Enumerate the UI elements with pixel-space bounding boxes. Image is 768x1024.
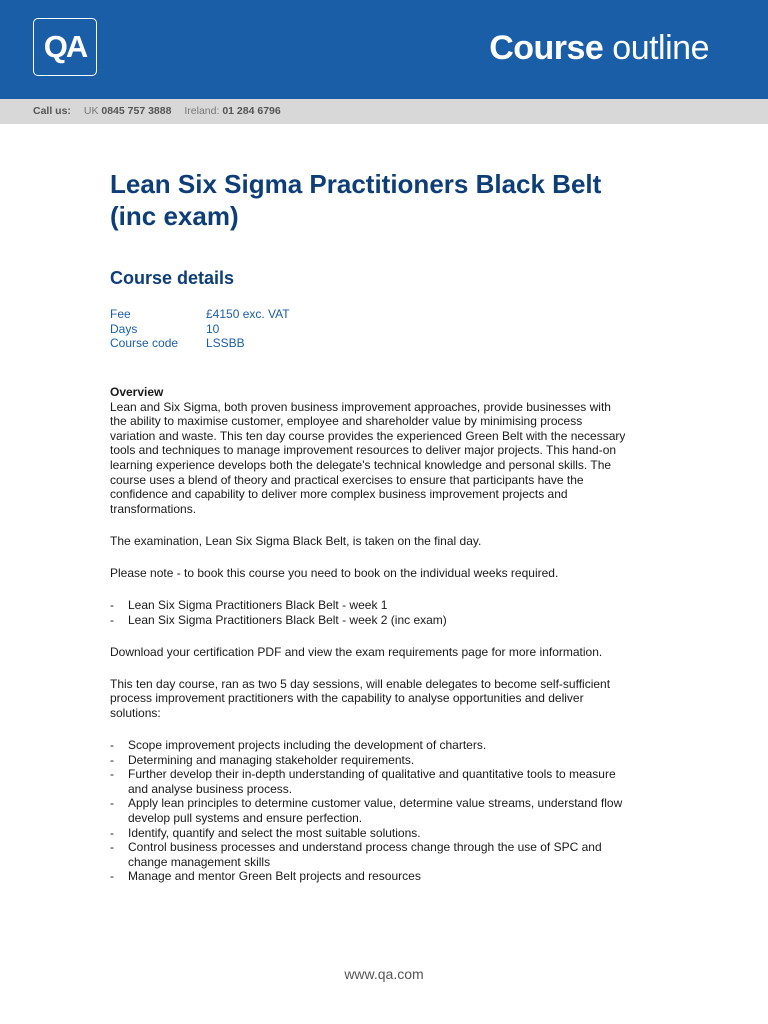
bullet-dash: - (110, 796, 114, 811)
list-item (110, 598, 630, 613)
contact-bar (0, 99, 768, 124)
list-item (110, 840, 630, 869)
outcomes-list (110, 738, 630, 884)
detail-label: Course code (110, 336, 179, 350)
qa-logo: QA (33, 18, 97, 76)
detail-value: LSSBB (206, 336, 245, 350)
course-details-heading: Course details (110, 268, 235, 288)
bullet-dash: - (110, 767, 114, 782)
booking-note: Please note - to book this course you need to book on the individual weeks required. (110, 565, 559, 580)
uk-phone-number: 0845 757 3888 (101, 105, 172, 117)
ireland-label: Ireland: (184, 105, 220, 117)
week-link[interactable]: Lean Six Sigma Practitioners Black Belt - week 2 (inc exam) (128, 612, 447, 627)
outcome-text: Identify, quantify and select the most suitable solutions. (128, 825, 421, 840)
page-header (0, 0, 768, 99)
week-link[interactable]: Lean Six Sigma Practitioners Black Belt - week 1 (128, 598, 388, 613)
footer-website-link[interactable]: www.qa.com (344, 966, 424, 982)
course-details-table (110, 307, 290, 351)
download-note: Download your certification PDF and view the exam requirements page for more information. (110, 644, 603, 659)
list-item (110, 767, 630, 796)
list-item (110, 869, 630, 884)
bullet-dash: - (110, 869, 114, 884)
exam-note: The examination, Lean Six Sigma Black Belt, is taken on the final day. (110, 533, 482, 548)
uk-label: UK (83, 105, 99, 117)
sessions-note: This ten day course, ran as two 5 day sessions, will enable delegates to become self-sufficient process improvement practitioners with the capability to analyse opportunities and deliver solutions: (110, 676, 611, 720)
bullet-dash: - (110, 825, 114, 840)
weeks-list (110, 598, 630, 627)
bullet-dash: - (110, 752, 114, 767)
overview-section (110, 385, 630, 516)
list-item (110, 738, 630, 753)
outcome-text: Scope improvement projects including the development of charters. (128, 738, 487, 753)
list-item (110, 796, 630, 825)
bullet-dash: - (110, 598, 114, 613)
detail-value: 10 (206, 321, 220, 336)
detail-row-course-code (110, 336, 290, 351)
outcome-text: Apply lean principles to determine customer value, determine value streams, understand flow develop pull systems and ensure perfection. (128, 796, 623, 826)
detail-row-fee (110, 307, 290, 322)
outcome-text: Control business processes and understand process change through the use of SPC and change management skills (128, 840, 602, 869)
overview-heading: Overview (110, 385, 164, 399)
header-title-bold: Course (489, 29, 604, 67)
detail-label: Days (110, 321, 138, 336)
detail-label: Fee (110, 307, 131, 321)
header-title-rest: outline (612, 29, 709, 67)
bullet-dash: - (110, 840, 114, 855)
list-item (110, 613, 630, 628)
detail-row-days (110, 322, 290, 337)
call-us-label: Call us: (33, 105, 71, 117)
outcome-text: Further develop their in-depth understanding of qualitative and quantitative tools to measure and analyse business process. (128, 767, 616, 796)
overview-intro: Lean and Six Sigma, both proven business improvement approaches, provide businesses with the ability to maximise customer, employee and shareholder value by minimising process variation and waste. This ten day course provides the experienced Green Belt with the necessary tools and techniques to manage improvement resources to deliver major projects. This hand-on learning experience develops both the delegate's technical knowledge and personal skills. The course uses a blend of theory and practical exercises to ensure that participants have the confidence and capability to deliver more complex business improvement projects and transformations. (110, 399, 626, 516)
course-body (110, 385, 630, 902)
ireland-phone-number: 01 284 6796 (222, 105, 281, 117)
bullet-dash: - (110, 738, 114, 753)
list-item (110, 753, 630, 768)
list-item (110, 826, 630, 841)
outcome-text: Manage and mentor Green Belt projects and resources (128, 869, 421, 884)
detail-value: £4150 exc. VAT (206, 307, 290, 321)
course-title: Lean Six Sigma Practitioners Black Belt (inc exam) (110, 169, 602, 231)
header-title (489, 28, 709, 68)
bullet-dash: - (110, 612, 114, 627)
outcome-text: Determining and managing stakeholder requirements. (128, 752, 415, 767)
